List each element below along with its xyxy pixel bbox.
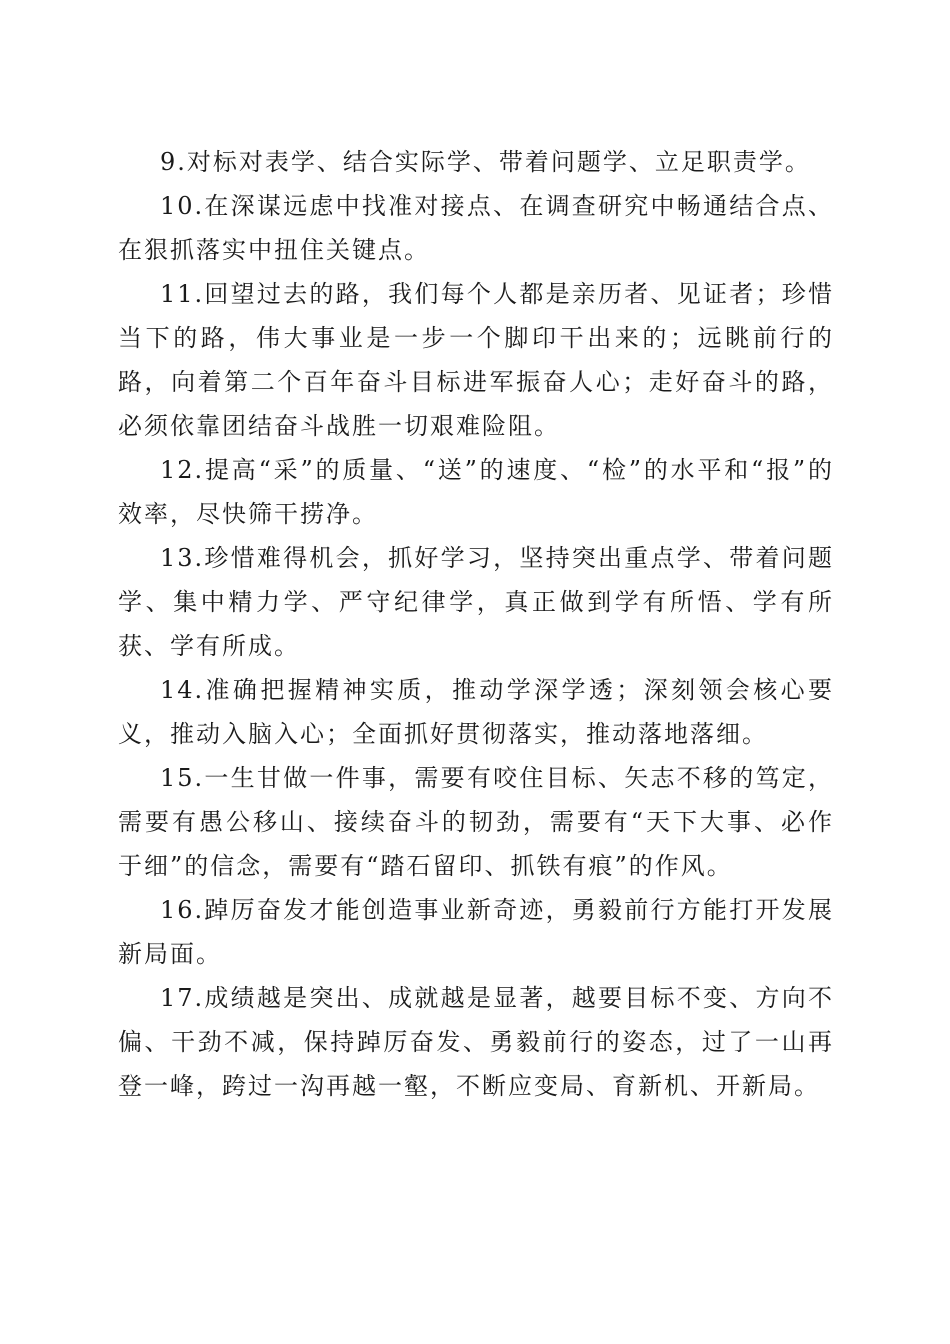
paragraph-15: 15.一生甘做一件事，需要有咬住目标、矢志不移的笃定，需要有愚公移山、接续奋斗的韧劲，需要有“天下大事、必作于细”的信念，需要有“踏石留印、抓铁有痕”的作风。	[118, 764, 834, 880]
paragraph-13: 13.珍惜难得机会，抓好学习，坚持突出重点学、带着问题学、集中精力学、严守纪律学，真正做到学有所悟、学有所获、学有所成。	[118, 544, 834, 660]
paragraph-16: 16.踔厉奋发才能创造事业新奇迹，勇毅前行方能打开发展新局面。	[118, 896, 834, 968]
paragraph-17: 17.成绩越是突出、成就越是显著，越要目标不变、方向不偏、干劲不减，保持踔厉奋发、勇毅前行的姿态，过了一山再登一峰，跨过一沟再越一壑，不断应变局、育新机、开新局。	[118, 984, 834, 1100]
paragraph-14: 14.准确把握精神实质，推动学深学透；深刻领会核心要义，推动入脑入心；全面抓好贯彻落实，推动落地落细。	[118, 676, 834, 748]
paragraph-10: 10.在深谋远虑中找准对接点、在调查研究中畅通结合点、在狠抓落实中扭住关键点。	[118, 192, 834, 264]
document-body	[118, 140, 834, 1108]
paragraph-12: 12.提高“采”的质量、“送”的速度、“检”的水平和“报”的效率，尽快筛干捞净。	[118, 456, 834, 528]
paragraph-9: 9.对标对表学、结合实际学、带着问题学、立足职责学。	[160, 148, 811, 176]
paragraph-11: 11.回望过去的路，我们每个人都是亲历者、见证者；珍惜当下的路，伟大事业是一步一个脚印干出来的；远眺前行的路，向着第二个百年奋斗目标进军振奋人心；走好奋斗的路，必须依靠团结奋斗战胜一切艰难险阻。	[118, 280, 834, 440]
